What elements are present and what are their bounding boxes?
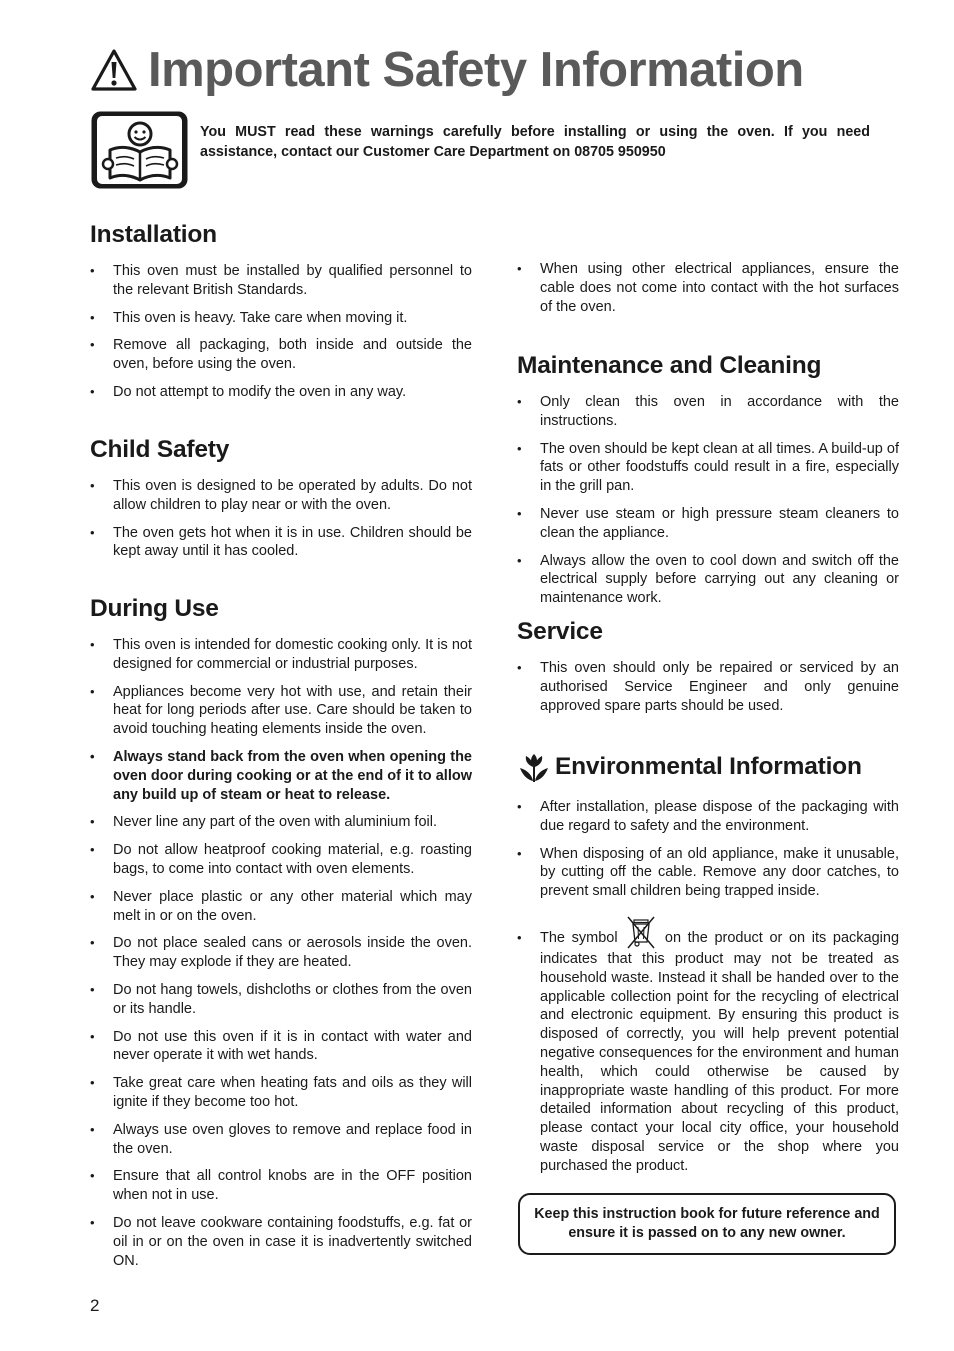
list-item: • This oven must be installed by qualified personnel to the relevant British Standards. xyxy=(90,262,472,300)
crossed-bin-icon xyxy=(626,916,656,950)
maintenance-section xyxy=(517,351,899,617)
child-safety-section xyxy=(90,435,472,570)
service-heading: Service xyxy=(517,618,603,645)
list-item: • This oven is intended for domestic cooking only. It is not designed for commercial or industrial purposes. xyxy=(90,636,472,674)
service-section xyxy=(517,617,899,724)
title-text: Important Safety Information xyxy=(148,43,804,97)
list-item: • After installation, please dispose of the packaging with due regard to safety and the environment. xyxy=(517,798,899,836)
page-number: 2 xyxy=(90,1296,100,1315)
list-item: • Appliances become very hot with use, and retain their heat for long periods after use. Care should be taken to avoid touching heating elements inside the oven. xyxy=(90,683,472,739)
list-item: • When using other electrical appliances, ensure the cable does not come into contact with the hot surfaces of the oven. xyxy=(517,260,899,316)
list-item: • The oven gets hot when it is in use. Children should be kept away until it has cooled. xyxy=(90,524,472,562)
read-manual-icon xyxy=(90,110,189,190)
page-title xyxy=(90,40,804,100)
during-use-section xyxy=(90,594,472,1279)
list-item: • Remove all packaging, both inside and outside the oven, before using the oven. xyxy=(90,336,472,374)
installation-list xyxy=(90,262,472,402)
list-item: • This oven should only be repaired or serviced by an authorised Service Engineer and only genuine approved spare parts should be used. xyxy=(517,659,899,715)
environment-heading: Environmental Information xyxy=(555,753,862,780)
warning-triangle-icon xyxy=(90,48,138,92)
list-item: • This oven is designed to be operated by adults. Do not allow children to play near or with the oven. xyxy=(90,477,472,515)
keep-instructions-note: Keep this instruction book for future reference and ensure it is passed on to any new owner. xyxy=(518,1193,896,1255)
list-item: • Never use steam or high pressure steam cleaners to clean the appliance. xyxy=(517,505,899,543)
installation-continued xyxy=(517,260,899,325)
during-use-list xyxy=(90,636,472,1270)
flower-leaf-icon xyxy=(517,750,551,784)
intro-warning: You MUST read these warnings carefully before installing or using the oven. If you need assistance, contact our Customer Care Department on 08705 950950 xyxy=(200,124,870,160)
symbol-post-text: on the product or on its packaging indicates that this product may not be treated as household waste. Instead it shall be handed over to the applicable collection point for the recycling of electrical and electronic equipment. By ensuring this product is disposed of correctly, you will help prevent potential negative consequences for the environment and human health, which could otherwise be caused by inappropriate waste handling of this product. For more detailed information about recycling of this product, please contact your local city office, your household waste disposal service or the shop where you purchased the product. xyxy=(540,929,900,1174)
list-item: • When disposing of an old appliance, make it unusable, by cutting off the cable. Remove any door catches, to prevent small children being trapped inside. xyxy=(517,845,899,901)
list-item: • Do not use this oven if it is in contact with water and never operate it with wet hands. xyxy=(90,1028,472,1066)
list-item: • Never place plastic or any other material which may melt in or on the oven. xyxy=(90,888,472,926)
installation-section xyxy=(90,220,472,411)
maintenance-list xyxy=(517,393,899,608)
list-item: • Do not place sealed cans or aerosols inside the oven. They may explode if they are heated. xyxy=(90,934,472,972)
list-item: • Only clean this oven in accordance with the instructions. xyxy=(517,393,899,431)
list-item: • Do not allow heatproof cooking material, e.g. roasting bags, to come into contact with oven elements. xyxy=(90,841,472,879)
list-item: • Take great care when heating fats and oils as they will ignite if they become too hot. xyxy=(90,1074,472,1112)
list-item: • Do not attempt to modify the oven in any way. xyxy=(90,383,472,402)
list-item: • Do not hang towels, dishcloths or clothes from the oven or its handle. xyxy=(90,981,472,1019)
installation-list-continued xyxy=(517,260,899,316)
list-item: • The oven should be kept clean at all times. A build-up of fats or other foodstuffs could result in a fire, especially in the grill pan. xyxy=(517,440,899,496)
list-item: • Always allow the oven to cool down and switch off the electrical supply before carrying out any cleaning or maintenance work. xyxy=(517,552,899,608)
environment-section xyxy=(517,750,899,1185)
maintenance-heading: Maintenance and Cleaning xyxy=(517,352,822,379)
list-item-weee xyxy=(517,929,899,1176)
list-item: • This oven is heavy. Take care when moving it. xyxy=(90,309,472,328)
installation-heading: Installation xyxy=(90,221,217,248)
environment-heading-row xyxy=(517,750,899,784)
list-item: • Ensure that all control knobs are in the OFF position when not in use. xyxy=(90,1167,472,1205)
list-item: • Always stand back from the oven when opening the oven door during cooking or at the end of it to allow any build up of steam or heat to release. xyxy=(90,748,472,804)
list-item: • Do not leave cookware containing foodstuffs, e.g. fat or oil in or on the oven in case it is inadvertently switched ON. xyxy=(90,1214,472,1270)
service-list xyxy=(517,659,899,715)
during-use-heading: During Use xyxy=(90,595,219,622)
environment-list xyxy=(517,798,899,1176)
list-item: • Always use oven gloves to remove and replace food in the oven. xyxy=(90,1121,472,1159)
child-safety-list xyxy=(90,477,472,561)
symbol-pre-text: The symbol xyxy=(540,929,618,946)
list-item: • Never line any part of the oven with aluminium foil. xyxy=(90,813,472,832)
child-safety-heading: Child Safety xyxy=(90,436,230,463)
